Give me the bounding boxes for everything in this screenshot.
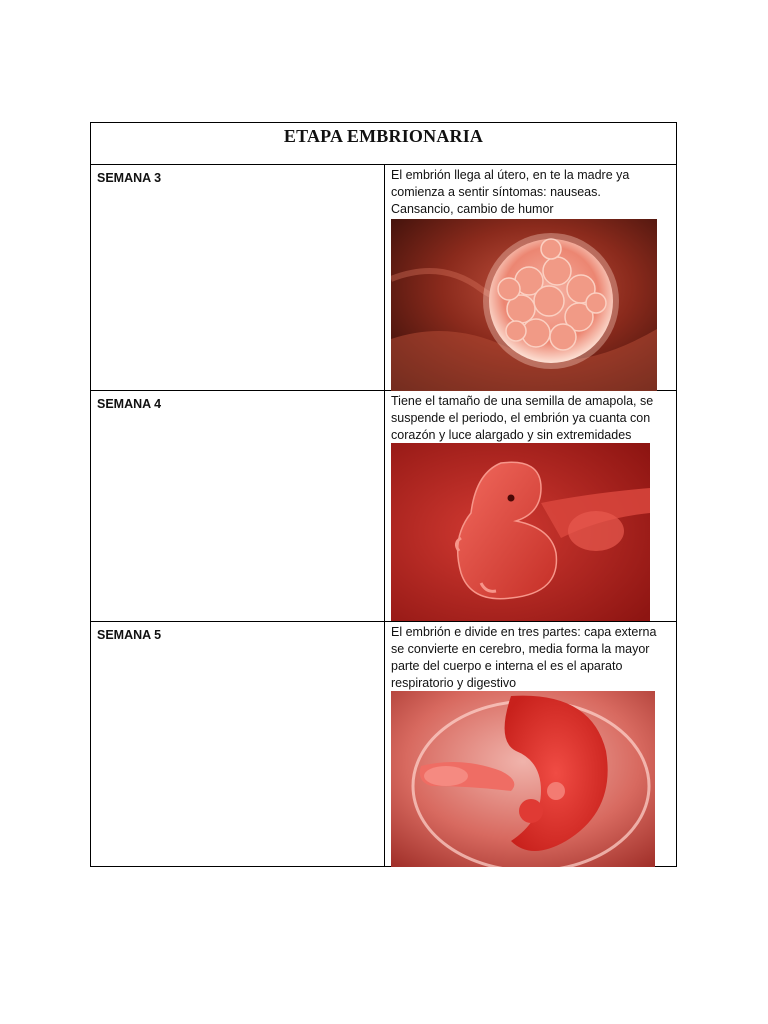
table-row xyxy=(91,165,676,391)
table-row xyxy=(91,391,676,622)
blastocyst-image xyxy=(391,219,657,391)
description-cell xyxy=(385,622,676,867)
description-cell xyxy=(385,391,676,621)
week-description: Tiene el tamaño de una semilla de amapola, se suspende el periodo, el embrión ya cuanta con corazón y luce alargado y sin extremidades xyxy=(391,394,654,442)
embryo-week-5-image xyxy=(391,691,655,867)
stages-table xyxy=(90,122,677,867)
week-label-cell xyxy=(91,622,385,867)
week-description: El embrión e divide en tres partes: capa externa se convierte en cerebro, media forma la mayor parte del cuerpo e interna el es el aparato respiratorio y digestivo xyxy=(391,625,657,690)
description-cell xyxy=(385,165,676,390)
week-label-cell xyxy=(91,165,385,390)
week-label: SEMANA 5 xyxy=(97,628,162,642)
week-label-cell xyxy=(91,391,385,621)
embryo-week-4-image xyxy=(391,443,650,621)
table-title-cell xyxy=(91,123,676,165)
week-description: El embrión llega al útero, en te la madre ya comienza a sentir síntomas: nauseas. Cansancio, cambio de humor xyxy=(391,168,630,216)
table-row xyxy=(91,622,676,867)
table-title: ETAPA EMBRIONARIA xyxy=(283,126,484,146)
week-label: SEMANA 4 xyxy=(97,397,162,411)
week-label: SEMANA 3 xyxy=(97,171,162,185)
